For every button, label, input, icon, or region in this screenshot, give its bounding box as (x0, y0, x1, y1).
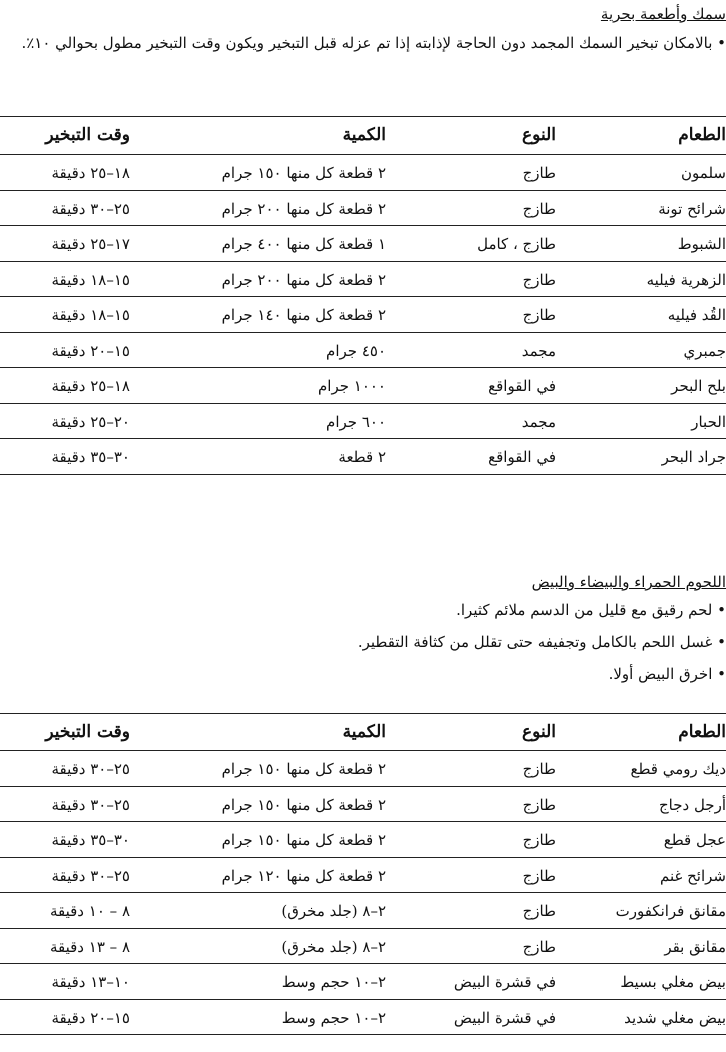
table-row (0, 191, 726, 227)
cell-qty: ٢–٨ (جلد مخرق) (281, 937, 386, 956)
cell-food: بلح البحر (671, 377, 726, 395)
cell-food: جراد البحر (661, 448, 726, 466)
header-type: النوع (522, 722, 556, 742)
meat-bullet-1: • لحم رقيق مع قليل من الدسم ملائم كثيرا. (456, 601, 726, 619)
cell-food: مقانق فرانكفورت (615, 902, 726, 920)
cell-qty: ٢ قطعة كل منها ٢٠٠ جرام (221, 199, 386, 218)
table-row (0, 858, 726, 894)
cell-type: في قشرة البيض (453, 1008, 556, 1027)
cell-food: مقانق بقر (664, 937, 726, 956)
cell-qty: ٢ قطعة كل منها ١٥٠ جرام (221, 795, 386, 814)
header-time: وقت التبخير (45, 125, 130, 145)
cell-time: ١٧–٢٥ دقيقة (51, 235, 130, 253)
cell-type: طازج (522, 937, 556, 956)
cell-time: ١٠–١٣ دقيقة (51, 973, 130, 991)
meat-bullet-3: • اخرق البيض أولا. (608, 665, 726, 683)
cell-time: ٨ – ١٠ دقيقة (49, 902, 130, 920)
meat-bullet-2: • غسل اللحم بالكامل وتجفيفه حتى تقلل من كثافة التقطير. (357, 633, 726, 651)
cell-qty: ٢–١٠ حجم وسط (281, 1008, 386, 1027)
cell-qty: ٢ قطعة (338, 448, 386, 466)
table-row (0, 822, 726, 858)
cell-qty: ٢–٨ (جلد مخرق) (281, 902, 386, 920)
fish-table-header (0, 117, 726, 153)
cell-time: ٢٥–٣٠ دقيقة (51, 795, 130, 814)
header-qty: الكمية (342, 722, 386, 742)
meat-table-header (0, 714, 726, 750)
row-divider (0, 1034, 726, 1035)
meat-section-title: اللحوم الحمراء والبيضاء والبيض (531, 573, 726, 591)
cell-time: ٣٠–٣٥ دقيقة (51, 448, 130, 466)
cell-type: طازج ، كامل (477, 235, 556, 253)
cell-type: في القواقع (488, 448, 556, 466)
cell-time: ٨ – ١٣ دقيقة (49, 937, 130, 956)
cell-type: طازج (522, 164, 556, 182)
table-row (0, 155, 726, 191)
cell-qty: ٢ قطعة كل منها ١٥٠ جرام (221, 164, 386, 182)
cell-type: في القواقع (488, 377, 556, 395)
cell-type: مجمد (521, 412, 556, 431)
cell-food: شرائح تونة (658, 199, 726, 218)
cell-qty: ١ قطعة كل منها ٤٠٠ جرام (221, 235, 386, 253)
table-row (0, 964, 726, 1000)
cell-time: ١٥–١٨ دقيقة (51, 306, 130, 324)
table-row (0, 226, 726, 262)
cell-food: القُد فيليه (667, 306, 726, 324)
cell-qty: ٢ قطعة كل منها ١٤٠ جرام (221, 306, 386, 324)
cell-qty: ٢ قطعة كل منها ١٥٠ جرام (221, 760, 386, 778)
header-food: الطعام (678, 125, 726, 145)
cell-time: ١٥–٢٠ دقيقة (51, 1008, 130, 1027)
table-row (0, 333, 726, 369)
cell-time: ٢٠–٢٥ دقيقة (51, 412, 130, 431)
cell-food: بيض مغلي بسيط (620, 973, 726, 991)
header-qty: الكمية (342, 125, 386, 145)
cell-time: ٢٥–٣٠ دقيقة (51, 760, 130, 778)
table-row (0, 1000, 726, 1036)
cell-food: شرائح غنم (660, 866, 726, 885)
cell-qty: ٦٠٠ جرام (326, 412, 386, 431)
table-row (0, 404, 726, 440)
cell-qty: ٢ قطعة كل منها ١٥٠ جرام (221, 831, 386, 849)
table-row (0, 751, 726, 787)
cell-type: مجمد (521, 341, 556, 360)
cell-food: عجل قطع (663, 831, 726, 849)
cell-type: طازج (522, 902, 556, 920)
cell-qty: ١٠٠٠ جرام (317, 377, 386, 395)
table-row (0, 297, 726, 333)
cell-food: الحبار (691, 412, 726, 431)
header-type: النوع (522, 125, 556, 145)
cell-qty: ٢ قطعة كل منها ٢٠٠ جرام (221, 270, 386, 289)
cell-type: طازج (522, 795, 556, 814)
cell-food: أرجل دجاج (658, 795, 726, 814)
table-row (0, 439, 726, 475)
cell-time: ١٥–٢٠ دقيقة (51, 341, 130, 360)
cell-time: ٢٥–٣٠ دقيقة (51, 199, 130, 218)
cell-qty: ٤٥٠ جرام (326, 341, 386, 360)
row-divider (0, 474, 726, 475)
cell-food: الزهرية فيليه (646, 270, 726, 289)
table-row (0, 787, 726, 823)
cell-type: طازج (522, 270, 556, 289)
table-row (0, 368, 726, 404)
cell-type: طازج (522, 866, 556, 885)
cell-time: ٣٠–٣٥ دقيقة (51, 831, 130, 849)
header-time: وقت التبخير (45, 722, 130, 742)
header-food: الطعام (678, 722, 726, 742)
cell-qty: ٢–١٠ حجم وسط (281, 973, 386, 991)
cell-type: طازج (522, 199, 556, 218)
fish-note: • بالامكان تبخير السمك المجمد دون الحاجة لإذابته إذا تم عزله قبل التبخير ويكون وقت التبخير مطول بحوالي ١٠٪. (21, 34, 726, 52)
cell-type: طازج (522, 306, 556, 324)
cell-qty: ٢ قطعة كل منها ١٢٠ جرام (221, 866, 386, 885)
cell-food: الشبوط (677, 235, 726, 253)
cell-food: سلمون (681, 164, 726, 182)
cell-time: ١٨–٢٥ دقيقة (51, 377, 130, 395)
cell-food: جمبري (683, 341, 726, 360)
table-row (0, 262, 726, 298)
cell-food: بيض مغلي شديد (624, 1008, 726, 1027)
cell-time: ١٥–١٨ دقيقة (51, 270, 130, 289)
cell-type: في قشرة البيض (453, 973, 556, 991)
cell-type: طازج (522, 831, 556, 849)
cell-time: ٢٥–٣٠ دقيقة (51, 866, 130, 885)
cell-time: ١٨–٢٥ دقيقة (51, 164, 130, 182)
cell-type: طازج (522, 760, 556, 778)
fish-section-title: سمك وأطعمة بحرية (600, 5, 726, 23)
cell-food: ديك رومي قطع (630, 760, 726, 778)
table-row (0, 893, 726, 929)
table-row (0, 929, 726, 965)
